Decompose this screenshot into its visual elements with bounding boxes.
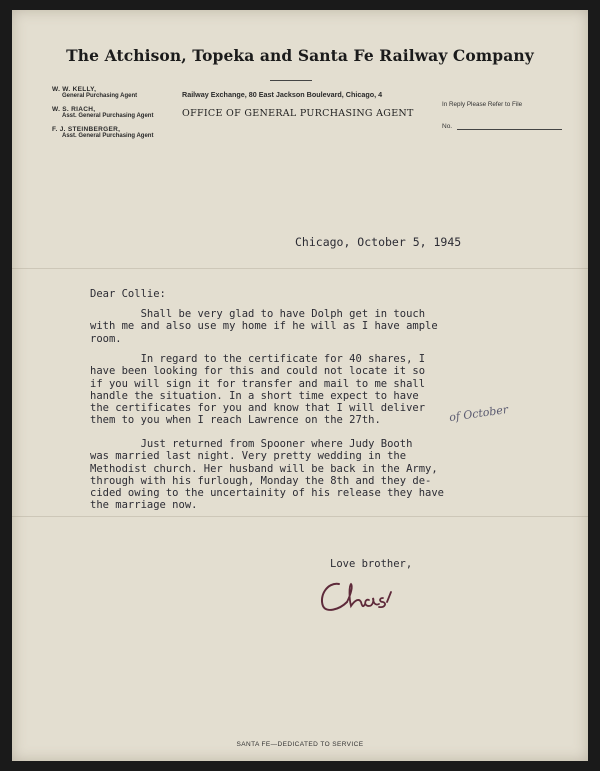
officer-steinberger [52, 126, 153, 139]
fold-crease [12, 516, 588, 517]
footer-slogan: SANTA FE—DEDICATED TO SERVICE [236, 741, 364, 748]
closing: Love brother, [330, 558, 413, 570]
reply-note: In Reply Please Refer to File [442, 101, 523, 108]
letter-page [12, 10, 588, 761]
office-title: OFFICE OF GENERAL PURCHASING AGENT [182, 108, 414, 119]
divider [270, 80, 312, 81]
fold-crease [12, 268, 588, 269]
officer-name: W. S. RIACH, [52, 106, 96, 113]
salutation: Dear Collie: [90, 288, 166, 300]
paragraph-1: Shall be very glad to have Dolph get in touch with me and also use my home if he will as I have ample room. [90, 308, 438, 345]
signature-image [317, 578, 407, 614]
paragraph-2: In regard to the certificate for 40 shares, I have been looking for this and could not locate it so if you will sign it for transfer and mail to me shall handle the situation. In a short time expect to have the certificates for you and know that I will deliver them to you when I reach Lawrence on the 27th. [90, 353, 426, 427]
officer-kelly [52, 86, 137, 99]
file-number-line [457, 129, 562, 130]
handwritten-note: of October [448, 402, 509, 425]
officer-name: W. W. KELLY, [52, 86, 97, 93]
officer-title: General Purchasing Agent [62, 93, 138, 99]
paragraph-3: Just returned from Spooner where Judy Booth was married last night. Very pretty wedding in the Methodist church. Her husband will be back in the Army, through with his furlough, Monday the 8th and they de- cided owing to the uncertainity of his release they have the marriage now. [90, 438, 445, 512]
file-number-label: No. [442, 123, 453, 130]
officer-title: Asst. General Purchasing Agent [62, 113, 154, 119]
signature [317, 578, 407, 619]
office-address: Railway Exchange, 80 East Jackson Boulevard, Chicago, 4 [182, 90, 383, 99]
officer-riach [52, 106, 153, 119]
company-name: The Atchison, Topeka and Santa Fe Railway Company [66, 46, 534, 65]
officer-name: F. J. STEINBERGER, [52, 126, 121, 133]
officer-title: Asst. General Purchasing Agent [62, 133, 154, 139]
letter-date: Chicago, October 5, 1945 [295, 235, 462, 249]
